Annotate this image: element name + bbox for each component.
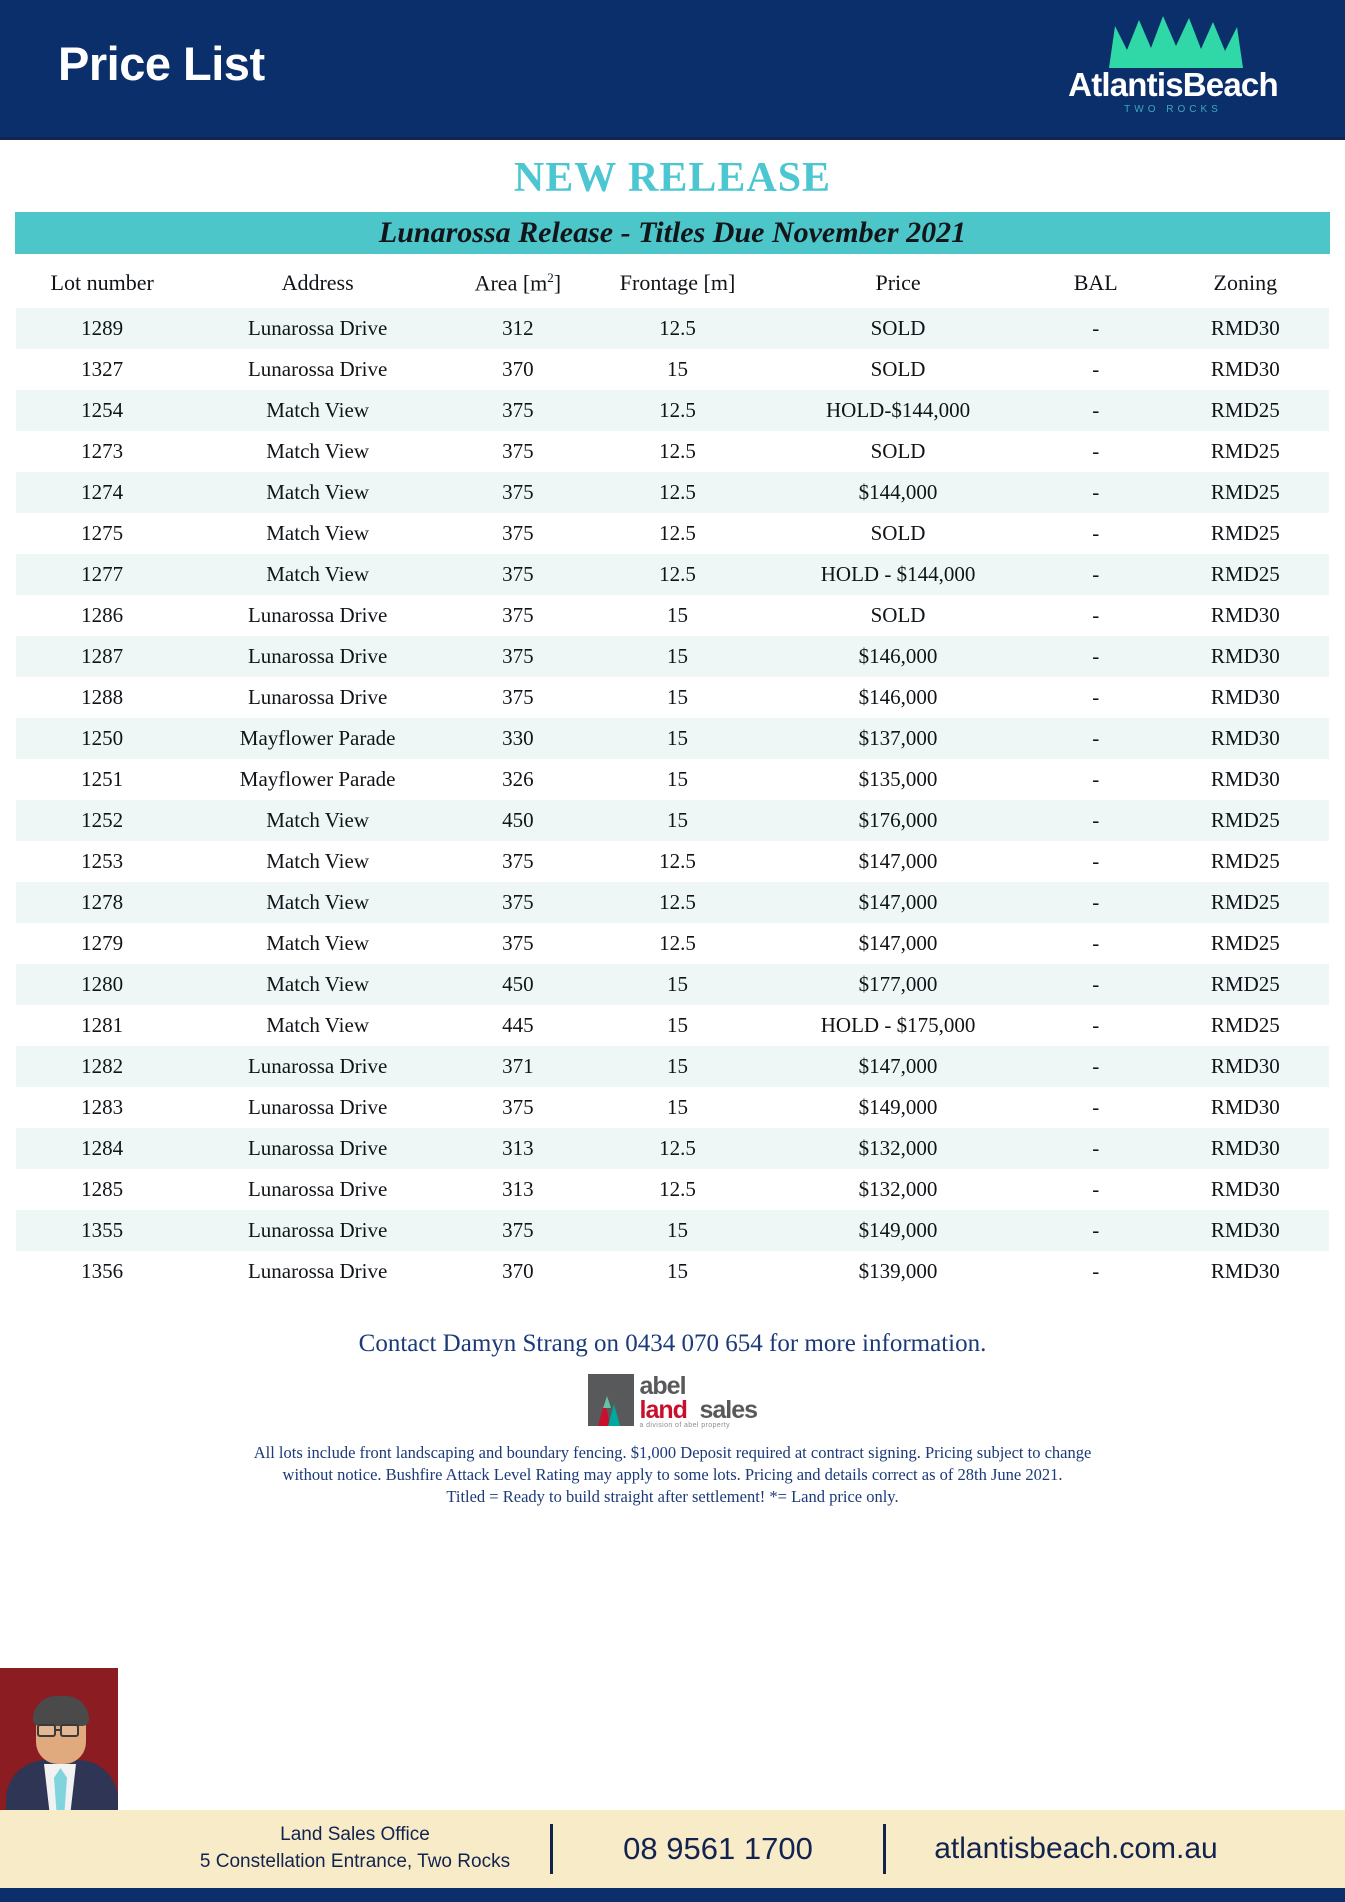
cell-address: Lunarossa Drive: [247, 685, 388, 710]
table-row: [16, 882, 1329, 923]
cell-address: Lunarossa Drive: [247, 1259, 388, 1284]
cell-area: 375: [502, 685, 534, 710]
cell-address: Match View: [266, 1013, 369, 1038]
cell-price: HOLD - $144,000: [766, 554, 1030, 595]
cell-address: Match View: [188, 882, 447, 923]
cell-address: Lunarossa Drive: [247, 1177, 388, 1202]
cell-address: Match View: [188, 472, 447, 513]
cell-frontage: 15: [667, 767, 689, 792]
cell-zoning: RMD25: [1210, 849, 1280, 874]
table-row: [16, 1128, 1329, 1169]
cell-lot-number: 1283: [81, 1095, 124, 1120]
table-row: [16, 718, 1329, 759]
cell-zoning: RMD30: [1210, 767, 1280, 792]
cell-zoning: RMD25: [1162, 554, 1329, 595]
cell-area: 312: [447, 308, 589, 349]
cell-frontage: 12.5: [659, 849, 696, 874]
cell-area: 371: [447, 1046, 589, 1087]
abel-word-abel: abel: [639, 1372, 686, 1401]
cell-price: $147,000: [858, 931, 938, 956]
cell-address: Match View: [266, 521, 369, 546]
crown-icon: [1101, 16, 1251, 68]
cell-frontage: 12.5: [589, 882, 766, 923]
cell-area: 375: [447, 882, 589, 923]
brand-subtitle: TWO ROCKS: [1124, 104, 1222, 115]
cell-price: $177,000: [766, 964, 1030, 1005]
cell-zoning: RMD30: [1162, 636, 1329, 677]
cell-address: Match View: [188, 800, 447, 841]
abel-tagline: a division of abel property: [639, 1422, 731, 1430]
agent-glasses-bridge: [56, 1729, 62, 1731]
cell-bal: -: [1092, 1095, 1100, 1120]
cell-address: Match View: [266, 849, 369, 874]
cell-frontage: 15: [667, 1259, 689, 1284]
cell-price: $147,000: [766, 882, 1030, 923]
cell-area: 375: [502, 931, 534, 956]
cell-zoning: RMD25: [1162, 964, 1329, 1005]
table-row: [16, 677, 1329, 718]
cell-frontage: 12.5: [589, 554, 766, 595]
cell-lot-number: 1285: [81, 1177, 124, 1202]
table-row: [16, 1210, 1329, 1251]
cell-frontage: 12.5: [659, 1177, 696, 1202]
footer-phone[interactable]: 08 9561 1700: [623, 1831, 813, 1866]
cell-zoning: RMD25: [1210, 439, 1280, 464]
cell-frontage: 12.5: [589, 390, 766, 431]
agent-hair: [33, 1696, 89, 1726]
column-header-bal: BAL: [1073, 270, 1118, 296]
cell-lot-number: 1282: [16, 1046, 188, 1087]
column-header-price: Price: [875, 270, 921, 296]
cell-bal: -: [1030, 390, 1162, 431]
cell-frontage: 15: [589, 1210, 766, 1251]
page-header: [0, 0, 1345, 140]
brand-name: AtlantisBeach: [1068, 66, 1278, 103]
cell-zoning: RMD30: [1162, 718, 1329, 759]
table-row: [16, 308, 1329, 349]
cell-lot-number: 1327: [81, 357, 124, 382]
cell-lot-number: 1253: [81, 849, 124, 874]
cell-lot-number: 1284: [16, 1128, 188, 1169]
cell-area: 445: [502, 1013, 534, 1038]
cell-address: Lunarossa Drive: [188, 1046, 447, 1087]
cell-bal: -: [1092, 521, 1100, 546]
cell-price: $146,000: [766, 636, 1030, 677]
cell-bal: -: [1030, 636, 1162, 677]
cell-area: 375: [502, 1095, 534, 1120]
cell-frontage: 15: [667, 1013, 689, 1038]
cell-price: SOLD: [870, 603, 926, 628]
cell-bal: -: [1030, 882, 1162, 923]
cell-lot-number: 1275: [81, 521, 124, 546]
footer-strip: [0, 1888, 1345, 1902]
cell-bal: -: [1030, 1046, 1162, 1087]
table-row: [16, 1005, 1329, 1046]
table-row: [16, 1087, 1329, 1128]
table-row: [16, 759, 1329, 800]
table-row: [16, 513, 1329, 554]
cell-address: Lunarossa Drive: [188, 1128, 447, 1169]
cell-address: Lunarossa Drive: [247, 357, 388, 382]
contact-line: Contact Damyn Strang on 0434 070 654 for more information.: [358, 1330, 987, 1358]
table-row: [16, 431, 1329, 472]
cell-price: $137,000: [766, 718, 1030, 759]
cell-frontage: 15: [667, 685, 689, 710]
cell-price: $135,000: [858, 767, 938, 792]
cell-zoning: RMD25: [1162, 472, 1329, 513]
cell-frontage: 15: [589, 718, 766, 759]
table-row: [16, 595, 1329, 636]
cell-lot-number: 1252: [16, 800, 188, 841]
cell-area: 450: [447, 800, 589, 841]
cell-area: 375: [502, 439, 534, 464]
cell-area: 375: [447, 554, 589, 595]
table-row: [16, 636, 1329, 677]
cell-bal: -: [1092, 439, 1100, 464]
cell-bal: -: [1030, 800, 1162, 841]
cell-price: $146,000: [858, 685, 938, 710]
disclaimer-line-3: Titled = Ready to build straight after settlement! *= Land price only.: [446, 1486, 899, 1506]
cell-bal: -: [1030, 1128, 1162, 1169]
table-row: [16, 964, 1329, 1005]
column-header-address: Address: [281, 270, 354, 296]
cell-frontage: 15: [589, 1046, 766, 1087]
cell-area: 375: [502, 521, 534, 546]
cell-address: Lunarossa Drive: [188, 1210, 447, 1251]
cell-frontage: 15: [667, 603, 689, 628]
cell-area: 450: [447, 964, 589, 1005]
cell-area: 313: [502, 1177, 534, 1202]
cell-area: 313: [447, 1128, 589, 1169]
table-row: [16, 1169, 1329, 1210]
cell-bal: -: [1030, 718, 1162, 759]
cell-bal: -: [1092, 357, 1100, 382]
cell-zoning: RMD30: [1210, 357, 1280, 382]
footer-office-address: 5 Constellation Entrance, Two Rocks: [199, 1851, 511, 1872]
cell-frontage: 15: [589, 964, 766, 1005]
footer-bar: [0, 1810, 1345, 1888]
cell-price: HOLD - $175,000: [820, 1013, 976, 1038]
table-row: [16, 390, 1329, 431]
cell-zoning: RMD25: [1210, 931, 1280, 956]
cell-area: 375: [502, 849, 534, 874]
cell-price: SOLD: [870, 439, 926, 464]
cell-zoning: RMD25: [1210, 1013, 1280, 1038]
cell-zoning: RMD30: [1210, 685, 1280, 710]
cell-address: Match View: [188, 964, 447, 1005]
footer-office-block: [160, 1822, 550, 1876]
cell-zoning: RMD25: [1162, 882, 1329, 923]
cell-area: 370: [502, 1259, 534, 1284]
cell-bal: -: [1030, 964, 1162, 1005]
cell-lot-number: 1273: [81, 439, 124, 464]
page-title: Price List: [58, 37, 265, 90]
cell-area: 375: [502, 603, 534, 628]
new-release-heading: NEW RELEASE: [513, 155, 832, 201]
table-row: [16, 1251, 1329, 1292]
cell-zoning: RMD30: [1162, 1046, 1329, 1087]
cell-lot-number: 1286: [81, 603, 124, 628]
table-row: [16, 923, 1329, 964]
cell-lot-number: 1288: [81, 685, 124, 710]
cell-area: 326: [502, 767, 534, 792]
cell-lot-number: 1251: [81, 767, 124, 792]
table-row: [16, 349, 1329, 390]
disclaimer-block: [110, 1442, 1235, 1507]
cell-frontage: 15: [589, 800, 766, 841]
cell-bal: -: [1092, 767, 1100, 792]
table-row: [16, 472, 1329, 513]
cell-bal: -: [1092, 1177, 1100, 1202]
cell-zoning: RMD30: [1210, 1177, 1280, 1202]
cell-frontage: 12.5: [589, 472, 766, 513]
price-table: [16, 254, 1329, 1292]
cell-lot-number: 1250: [16, 718, 188, 759]
cell-address: Mayflower Parade: [188, 718, 447, 759]
cell-bal: -: [1030, 308, 1162, 349]
abel-landsales-logo: [588, 1372, 758, 1434]
cell-area: 330: [447, 718, 589, 759]
cell-frontage: 12.5: [589, 308, 766, 349]
cell-frontage: 12.5: [659, 521, 696, 546]
cell-frontage: 12.5: [659, 931, 696, 956]
abel-word-sales: sales: [699, 1396, 758, 1425]
cell-frontage: 15: [667, 357, 689, 382]
cell-lot-number: 1277: [16, 554, 188, 595]
cell-frontage: 15: [667, 1095, 689, 1120]
cell-address: Lunarossa Drive: [188, 636, 447, 677]
cell-lot-number: 1281: [81, 1013, 124, 1038]
table-header-row: [16, 254, 1329, 308]
cell-price: $147,000: [858, 849, 938, 874]
cell-bal: -: [1092, 849, 1100, 874]
footer-website[interactable]: atlantisbeach.com.au: [934, 1832, 1218, 1865]
cell-area: 370: [502, 357, 534, 382]
cell-zoning: RMD30: [1210, 1259, 1280, 1284]
cell-price: $149,000: [858, 1095, 938, 1120]
cell-lot-number: 1289: [16, 308, 188, 349]
table-row: [16, 554, 1329, 595]
cell-address: Mayflower Parade: [239, 767, 396, 792]
cell-lot-number: 1254: [16, 390, 188, 431]
disclaimer-line-1: All lots include front landscaping and boundary fencing. $1,000 Deposit required at contract signing. Pricing subject to change: [253, 1443, 1092, 1463]
cell-bal: -: [1030, 1210, 1162, 1251]
cell-price: SOLD: [870, 357, 926, 382]
agent-glasses-right: [60, 1724, 79, 1737]
cell-lot-number: 1280: [16, 964, 188, 1005]
cell-address: Lunarossa Drive: [247, 603, 388, 628]
cell-price: $144,000: [766, 472, 1030, 513]
cell-lot-number: 1356: [81, 1259, 124, 1284]
cell-price: $139,000: [858, 1259, 938, 1284]
footer-office-title: Land Sales Office: [280, 1824, 430, 1846]
cell-bal: -: [1092, 685, 1100, 710]
cell-price: HOLD-$144,000: [766, 390, 1030, 431]
atlantis-beach-logo: [1043, 14, 1303, 126]
column-header-lot-number: Lot number: [50, 270, 154, 296]
cell-zoning: RMD25: [1210, 521, 1280, 546]
cell-zoning: RMD30: [1162, 1210, 1329, 1251]
cell-bal: -: [1092, 931, 1100, 956]
cell-price: $132,000: [766, 1128, 1030, 1169]
cell-price: $149,000: [766, 1210, 1030, 1251]
column-header-area: Area $[m^2]$: [474, 270, 562, 296]
cell-frontage: 12.5: [659, 439, 696, 464]
cell-area: 375: [447, 1210, 589, 1251]
cell-address: Lunarossa Drive: [188, 308, 447, 349]
cell-frontage: 12.5: [589, 1128, 766, 1169]
cell-bal: -: [1092, 1013, 1100, 1038]
disclaimer-line-2: without notice. Bushfire Attack Level Rating may apply to some lots. Pricing and details correct as of 28th June 2021.: [282, 1465, 1063, 1485]
table-row: [16, 1046, 1329, 1087]
cell-address: Match View: [266, 931, 369, 956]
column-header-zoning: Zoning: [1213, 270, 1278, 296]
cell-address: Match View: [188, 390, 447, 431]
cell-zoning: RMD25: [1162, 390, 1329, 431]
cell-lot-number: 1279: [81, 931, 124, 956]
cell-zoning: RMD30: [1210, 1095, 1280, 1120]
cell-price: SOLD: [870, 521, 926, 546]
cell-bal: -: [1030, 554, 1162, 595]
abel-word-land: land: [639, 1396, 687, 1425]
cell-bal: -: [1092, 1259, 1100, 1284]
column-header-frontage: Frontage [m]: [619, 270, 736, 296]
cell-area: 375: [447, 472, 589, 513]
table-row: [16, 800, 1329, 841]
agent-glasses-left: [37, 1724, 56, 1737]
table-body: [16, 308, 1329, 1292]
cell-area: 375: [447, 390, 589, 431]
cell-area: 375: [447, 636, 589, 677]
cell-address: Match View: [266, 439, 369, 464]
abel-figure-icon: [594, 1394, 628, 1426]
cell-lot-number: 1287: [16, 636, 188, 677]
cell-zoning: RMD30: [1210, 603, 1280, 628]
cell-bal: -: [1030, 472, 1162, 513]
cell-price: $132,000: [858, 1177, 938, 1202]
cell-bal: -: [1092, 603, 1100, 628]
cell-zoning: RMD25: [1162, 800, 1329, 841]
cell-zoning: RMD30: [1162, 308, 1329, 349]
cell-zoning: RMD30: [1162, 1128, 1329, 1169]
cell-price: $176,000: [766, 800, 1030, 841]
release-title-bar: [15, 212, 1330, 254]
abel-landsales-logo-wrap: [0, 1372, 1345, 1434]
cell-lot-number: 1278: [16, 882, 188, 923]
cell-address: Match View: [188, 554, 447, 595]
cell-lot-number: 1355: [16, 1210, 188, 1251]
release-title-text: Lunarossa Release - Titles Due November 2021: [378, 216, 967, 249]
cell-lot-number: 1274: [16, 472, 188, 513]
cell-address: Lunarossa Drive: [247, 1095, 388, 1120]
cell-frontage: 15: [589, 636, 766, 677]
table-row: [16, 841, 1329, 882]
cell-price: SOLD: [766, 308, 1030, 349]
cell-price: $147,000: [766, 1046, 1030, 1087]
